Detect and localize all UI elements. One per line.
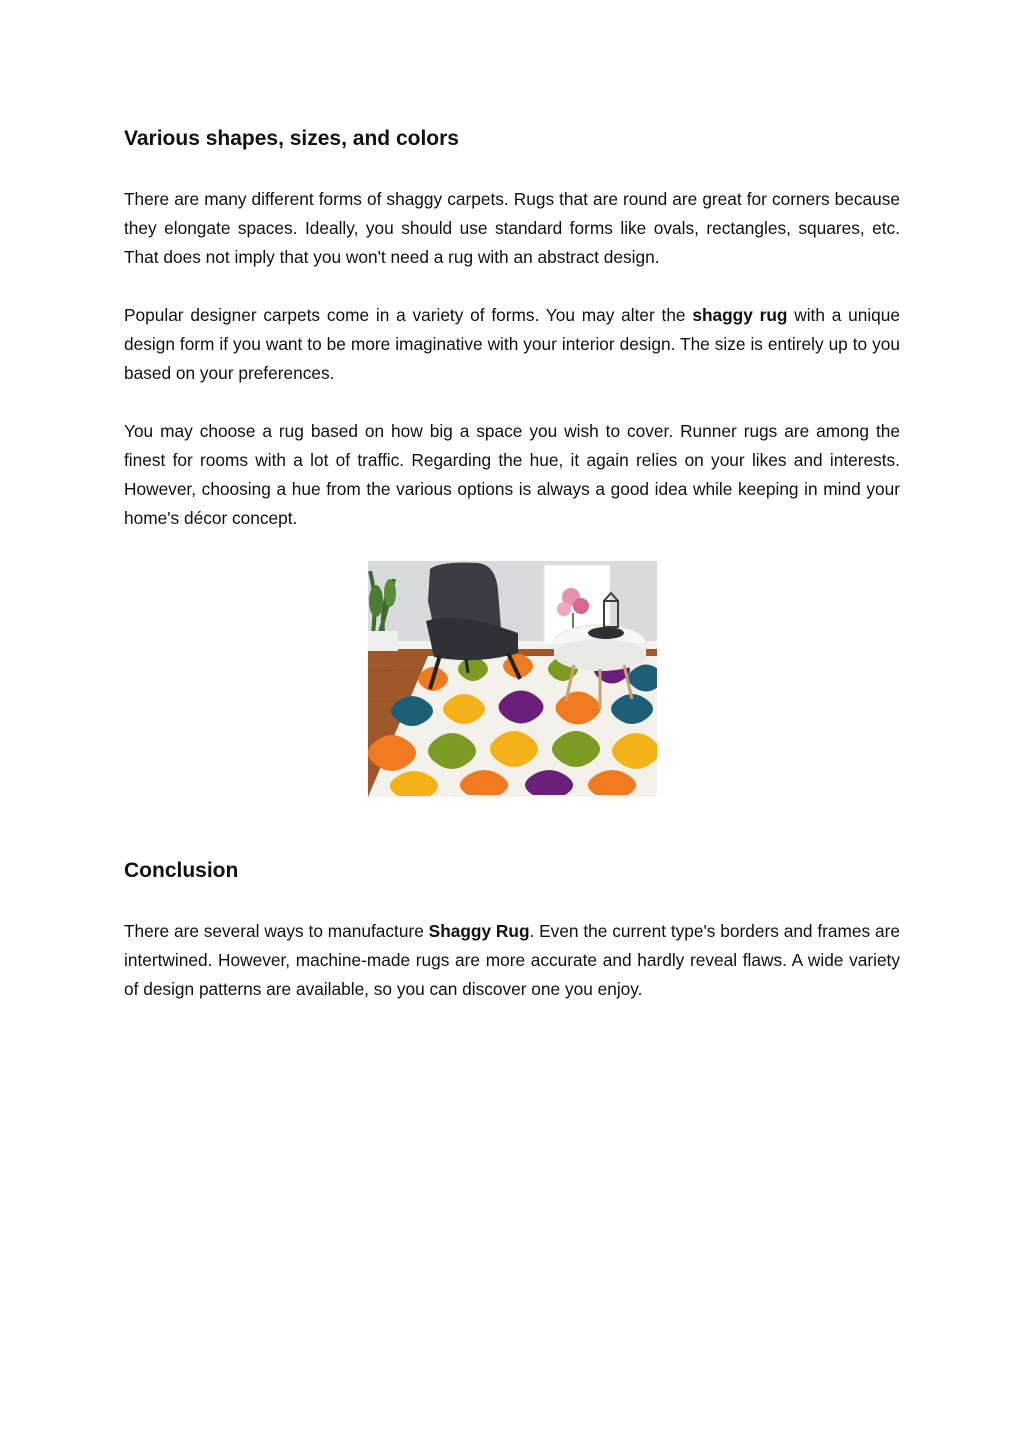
section-heading: Conclusion [124, 859, 239, 882]
section-heading: Various shapes, sizes, and colors [124, 127, 459, 150]
paragraph [124, 417, 900, 533]
paragraph [124, 917, 900, 1004]
paragraph-text: Popular designer carpets come in a variety of forms. You may alter the [124, 305, 693, 325]
rug-photo [368, 561, 657, 797]
bold-keyword: Shaggy Rug [428, 921, 530, 941]
paragraph-text: There are several ways to manufacture [124, 921, 429, 941]
paragraph-text: You may choose a rug based on how big a space you wish to cover. Runner rugs are among the finest for rooms with a lot of traffic. Regarding the hue, it again relies on your likes and interests. However, choosing a hue from the various options is always a good idea while keeping in mind your home's décor concept. [124, 421, 900, 528]
paragraph [124, 185, 900, 272]
paragraph-text: There are many different forms of shaggy carpets. Rugs that are round are great for corners because they elongate spaces. Ideally, you should use standard forms like ovals, rectangles, squares, etc. That does not imply that you won't need a rug with an abstract design. [124, 189, 900, 267]
rug-photo-illustration [368, 561, 657, 797]
bold-keyword: shaggy rug [692, 305, 788, 325]
paragraph [124, 301, 900, 388]
paragraph-text: with a unique design form if you want to be more imaginative with your interior design. The size is entirely up to you based on your preferences. [124, 305, 901, 383]
paragraph-text: . Even the current type's borders and frames are intertwined. However, machine-made rugs are more accurate and hardly reveal flaws. A wide variety of design patterns are available, so you can discover one you enjoy. [124, 921, 900, 999]
